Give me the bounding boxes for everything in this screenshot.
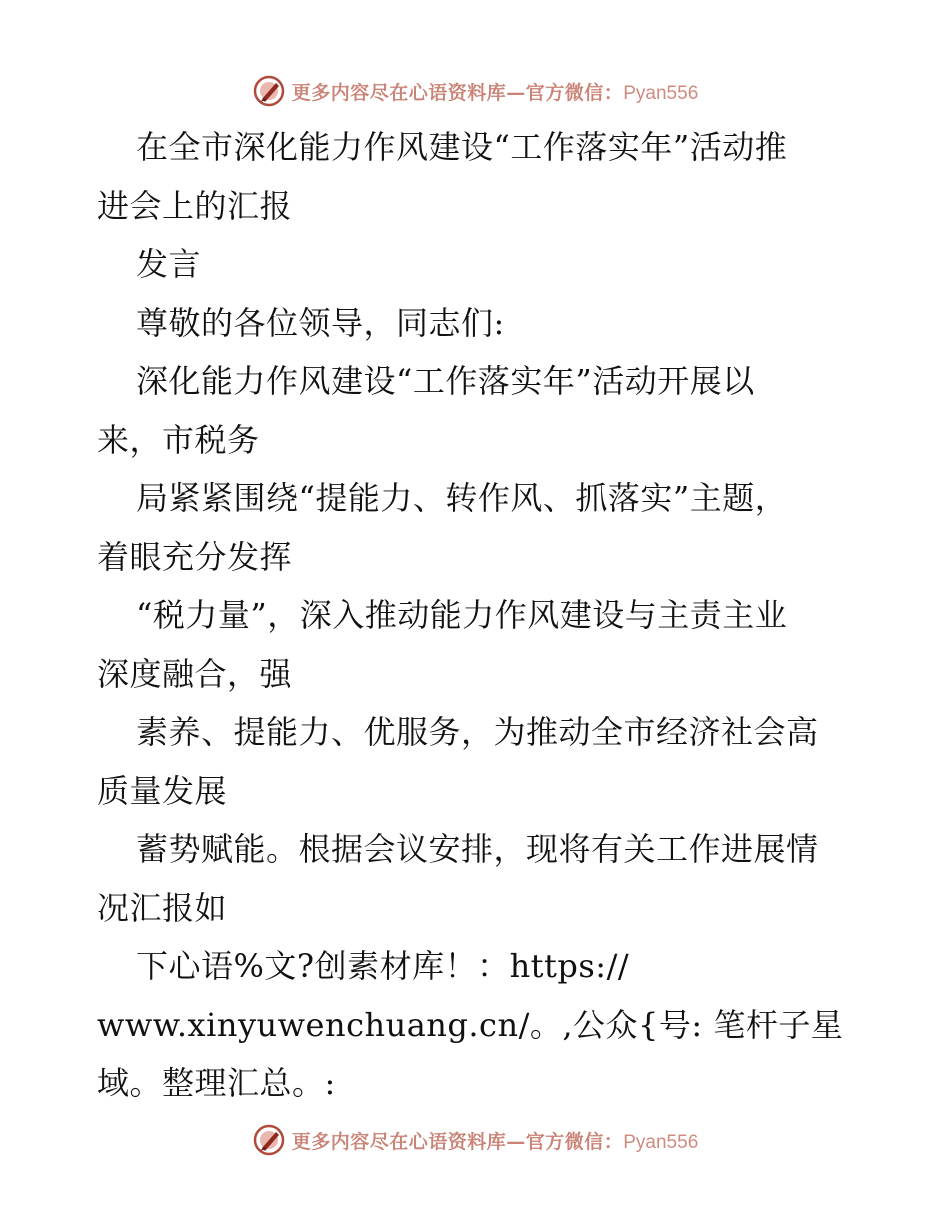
paragraph-line: 来，市税务 bbox=[97, 420, 260, 459]
source-line: 下心语%文?创素材库！：https:// bbox=[136, 947, 630, 985]
source-url-line: www.xinyuwenchuang.cn/。,公众{号: 笔杆子星 bbox=[97, 1005, 844, 1044]
pen-nib-circle-icon bbox=[252, 1123, 286, 1157]
paragraph-line: 况汇报如 bbox=[97, 888, 228, 927]
wechat-id: Pyan556 bbox=[623, 1131, 699, 1153]
banner-text: 更多内容尽在心语资料库—官方微信：Pyan556 bbox=[291, 81, 699, 104]
paragraph-line: 局紧紧围绕“提能力、转作风、抓落实”主题， bbox=[136, 479, 788, 517]
wechat-id: Pyan556 bbox=[623, 82, 699, 104]
title-line-3: 发言 bbox=[136, 245, 202, 283]
paragraph-line: “税力量”，深入推动能力作风建设与主责主业 bbox=[136, 596, 788, 634]
source-end-line: 域。整理汇总。: bbox=[97, 1064, 336, 1102]
document-body bbox=[97, 118, 857, 1113]
paragraph-line: 质量发展 bbox=[97, 771, 228, 810]
banner-text: 更多内容尽在心语资料库—官方微信：Pyan556 bbox=[291, 1130, 699, 1153]
title-line-1: 在全市深化能力作风建设“工作落实年”活动推 bbox=[136, 128, 788, 166]
paragraph-line: 着眼充分发挥 bbox=[97, 537, 293, 576]
title-line-2: 进会上的汇报 bbox=[97, 186, 293, 225]
pen-nib-circle-icon bbox=[252, 74, 286, 108]
header-banner bbox=[0, 71, 950, 111]
paragraph-line: 深度融合，强 bbox=[97, 654, 293, 693]
footer-banner bbox=[0, 1120, 950, 1160]
paragraph-line: 素养、提能力、优服务，为推动全市经济社会高 bbox=[136, 713, 819, 751]
salutation: 尊敬的各位领导，同志们: bbox=[136, 303, 505, 342]
paragraph-line: 蓄势赋能。根据会议安排，现将有关工作进展情 bbox=[136, 830, 819, 868]
paragraph-line: 深化能力作风建设“工作落实年”活动开展以 bbox=[136, 362, 755, 400]
